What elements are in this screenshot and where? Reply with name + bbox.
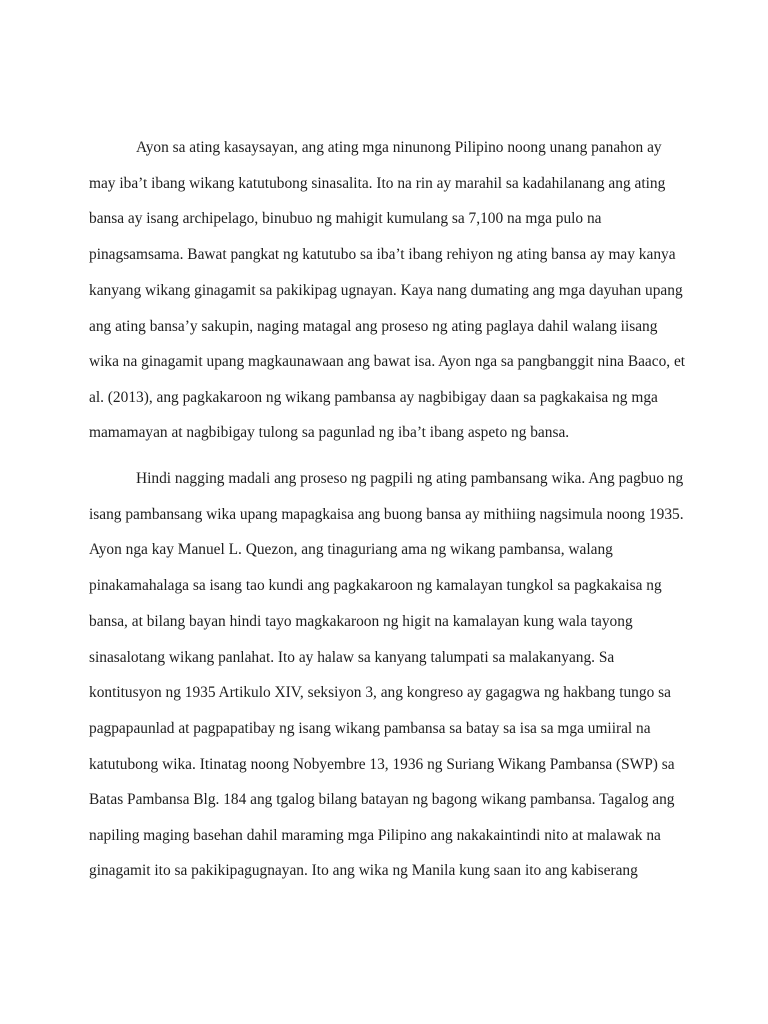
text-line: napiling maging basehan dahil maraming mga Pilipino ang nakakaintindi nito at malawak na	[89, 827, 661, 844]
text-line: Ayon sa ating kasaysayan, ang ating mga ninunong Pilipino noong unang panahon ay	[136, 139, 662, 156]
text-line: ang ating bansa’y sakupin, naging matagal ang proseso ng ating paglaya dahil walang iisang	[89, 318, 658, 335]
text-line: isang pambansang wika upang mapagkaisa ang buong bansa ay mithiing nagsimula noong 1935.	[89, 506, 684, 523]
text-line: ginagamit ito sa pakikipagugnayan. Ito ang wika ng Manila kung saan ito ang kabiserang	[89, 862, 638, 879]
text-line: wika na ginagamit upang magkaunawaan ang bawat isa. Ayon nga sa pangbanggit nina Baaco, et	[89, 353, 686, 370]
text-line: Batas Pambansa Blg. 184 ang tgalog bilang batayan ng bagong wikang pambansa. Tagalog ang	[89, 791, 675, 808]
text-line: pinakamahalaga sa isang tao kundi ang pagkakaroon ng kamalayan tungkol sa pagkakaisa ng	[89, 577, 662, 594]
text-line: pinagsamsama. Bawat pangkat ng katutubo sa iba’t ibang rehiyon ng ating bansa ay may kanya	[89, 246, 676, 263]
text-line: pagpapaunlad at pagpapatibay ng isang wikang pambansa sa batay sa isa sa mga umiiral na	[89, 720, 651, 737]
text-line: sinasalotang wikang panlahat. Ito ay halaw sa kanyang talumpati sa malakanyang. Sa	[89, 649, 615, 666]
text-line: Ayon nga kay Manuel L. Quezon, ang tinaguriang ama ng wikang pambansa, walang	[89, 541, 613, 558]
text-line: kanyang wikang ginagamit sa pakikipag ugnayan. Kaya nang dumating ang mga dayuhan upang	[89, 282, 683, 299]
text-line: Hindi nagging madali ang proseso ng pagpili ng ating pambansang wika. Ang pagbuo ng	[136, 470, 684, 487]
text-line: kontitusyon ng 1935 Artikulo XIV, seksiyon 3, ang kongreso ay gagagwa ng hakbang tungo sa	[89, 684, 671, 701]
text-line: al. (2013), ang pagkakaroon ng wikang pambansa ay nagbibigay daan sa pagkakaisa ng mga	[89, 389, 658, 406]
text-line: katutubong wika. Itinatag noong Nobyembre 13, 1936 ng Suriang Wikang Pambansa (SWP) sa	[89, 756, 675, 773]
text-line: bansa, at bilang bayan hindi tayo magkakaroon ng higit na kamalayan kung wala tayong	[89, 613, 633, 630]
text-line: may iba’t ibang wikang katutubong sinasalita. Ito na rin ay marahil sa kadahilanang ang ating	[89, 175, 666, 192]
text-line: bansa ay isang archipelago, binubuo ng mahigit kumulang sa 7,100 na mga pulo na	[89, 210, 602, 227]
text-line: mamamayan at nagbibigay tulong sa pagunlad ng iba’t ibang aspeto ng bansa.	[89, 424, 570, 441]
